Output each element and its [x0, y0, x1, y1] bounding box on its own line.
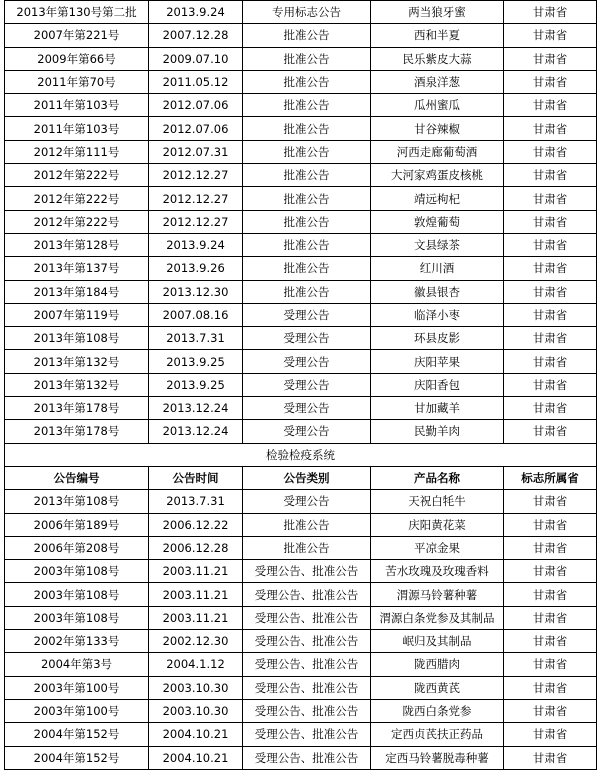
column-header: 标志所属省	[504, 466, 597, 489]
column-header: 公告时间	[149, 466, 243, 489]
province-cell: 甘肃省	[504, 70, 597, 93]
notice-date-cell: 2003.10.30	[149, 699, 243, 722]
notice-type-cell: 受理公告、批准公告	[243, 723, 371, 746]
notice-type-cell: 批准公告	[243, 94, 371, 117]
notice-number-cell: 2006年第189号	[5, 513, 149, 536]
province-cell: 甘肃省	[504, 327, 597, 350]
table-row	[5, 746, 597, 769]
notice-date-cell: 2012.12.27	[149, 164, 243, 187]
section-row	[5, 443, 597, 466]
province-cell: 甘肃省	[504, 723, 597, 746]
province-cell: 甘肃省	[504, 24, 597, 47]
product-name-cell: 徽县银杏	[371, 280, 504, 303]
province-cell: 甘肃省	[504, 94, 597, 117]
province-cell: 甘肃省	[504, 606, 597, 629]
notice-type-cell: 批准公告	[243, 233, 371, 256]
notice-type-cell: 专用标志公告	[243, 1, 371, 24]
table-row	[5, 327, 597, 350]
product-name-cell: 天祝白牦牛	[371, 490, 504, 513]
notice-type-cell: 批准公告	[243, 70, 371, 93]
product-name-cell: 陇西腊肉	[371, 653, 504, 676]
table-body	[5, 1, 597, 770]
column-header: 公告类别	[243, 466, 371, 489]
product-name-cell: 甘加藏羊	[371, 397, 504, 420]
notice-number-cell: 2012年第111号	[5, 140, 149, 163]
table-row	[5, 723, 597, 746]
notice-number-cell: 2013年第137号	[5, 257, 149, 280]
notice-date-cell: 2012.07.06	[149, 117, 243, 140]
province-cell: 甘肃省	[504, 210, 597, 233]
table-row	[5, 187, 597, 210]
notice-type-cell: 受理公告	[243, 373, 371, 396]
notice-number-cell: 2002年第133号	[5, 630, 149, 653]
province-cell: 甘肃省	[504, 397, 597, 420]
province-cell: 甘肃省	[504, 257, 597, 280]
table-row	[5, 210, 597, 233]
notice-number-cell: 2013年第178号	[5, 397, 149, 420]
notice-type-cell: 批准公告	[243, 187, 371, 210]
table-row	[5, 70, 597, 93]
notice-date-cell: 2013.12.30	[149, 280, 243, 303]
notice-date-cell: 2006.12.28	[149, 536, 243, 559]
table-row	[5, 606, 597, 629]
table-row	[5, 1, 597, 24]
notice-number-cell: 2012年第222号	[5, 210, 149, 233]
product-name-cell: 瓜州蜜瓜	[371, 94, 504, 117]
notice-date-cell: 2013.9.25	[149, 350, 243, 373]
product-name-cell: 敦煌葡萄	[371, 210, 504, 233]
table-row	[5, 699, 597, 722]
province-cell: 甘肃省	[504, 746, 597, 769]
notice-number-cell: 2013年第132号	[5, 373, 149, 396]
product-name-cell: 临泽小枣	[371, 303, 504, 326]
province-cell: 甘肃省	[504, 117, 597, 140]
table-row	[5, 560, 597, 583]
table-row	[5, 233, 597, 256]
notice-date-cell: 2012.07.06	[149, 94, 243, 117]
notice-number-cell: 2004年第152号	[5, 723, 149, 746]
header-row	[5, 466, 597, 489]
notice-number-cell: 2003年第108号	[5, 606, 149, 629]
product-name-cell: 定西贞芪扶正药品	[371, 723, 504, 746]
notice-date-cell: 2003.10.30	[149, 676, 243, 699]
province-cell: 甘肃省	[504, 164, 597, 187]
product-name-cell: 渭源白条党参及其制品	[371, 606, 504, 629]
notice-number-cell: 2013年第184号	[5, 280, 149, 303]
product-name-cell: 文县绿茶	[371, 233, 504, 256]
notice-date-cell: 2012.12.27	[149, 187, 243, 210]
notice-number-cell: 2013年第132号	[5, 350, 149, 373]
notice-number-cell: 2006年第208号	[5, 536, 149, 559]
notice-type-cell: 批准公告	[243, 24, 371, 47]
province-cell: 甘肃省	[504, 350, 597, 373]
notice-number-cell: 2003年第100号	[5, 676, 149, 699]
column-header: 公告编号	[5, 466, 149, 489]
notice-date-cell: 2013.7.31	[149, 490, 243, 513]
notice-type-cell: 批准公告	[243, 140, 371, 163]
notice-number-cell: 2009年第66号	[5, 47, 149, 70]
product-name-cell: 庆阳黄花菜	[371, 513, 504, 536]
product-name-cell: 庆阳苹果	[371, 350, 504, 373]
notice-date-cell: 2012.07.31	[149, 140, 243, 163]
notice-number-cell: 2013年第108号	[5, 327, 149, 350]
table-row	[5, 536, 597, 559]
notice-date-cell: 2006.12.22	[149, 513, 243, 536]
table-row	[5, 583, 597, 606]
notice-type-cell: 受理公告	[243, 397, 371, 420]
notice-type-cell: 受理公告、批准公告	[243, 699, 371, 722]
product-name-cell: 红川酒	[371, 257, 504, 280]
notice-number-cell: 2011年第103号	[5, 94, 149, 117]
province-cell: 甘肃省	[504, 140, 597, 163]
table-row	[5, 303, 597, 326]
notice-date-cell: 2013.9.25	[149, 373, 243, 396]
table-row	[5, 350, 597, 373]
notice-date-cell: 2004.10.21	[149, 723, 243, 746]
notice-date-cell: 2012.12.27	[149, 210, 243, 233]
product-name-cell: 庆阳香包	[371, 373, 504, 396]
notice-type-cell: 受理公告、批准公告	[243, 583, 371, 606]
notice-type-cell: 受理公告、批准公告	[243, 676, 371, 699]
notice-type-cell: 受理公告	[243, 327, 371, 350]
notice-number-cell: 2011年第103号	[5, 117, 149, 140]
notice-type-cell: 批准公告	[243, 210, 371, 233]
column-header: 产品名称	[371, 466, 504, 489]
notice-number-cell: 2013年第108号	[5, 490, 149, 513]
province-cell: 甘肃省	[504, 653, 597, 676]
notice-number-cell: 2007年第221号	[5, 24, 149, 47]
province-cell: 甘肃省	[504, 536, 597, 559]
product-name-cell: 酒泉洋葱	[371, 70, 504, 93]
notice-number-cell: 2011年第70号	[5, 70, 149, 93]
notice-number-cell: 2003年第100号	[5, 699, 149, 722]
table-row	[5, 280, 597, 303]
table-row	[5, 24, 597, 47]
table-row	[5, 676, 597, 699]
notice-date-cell: 2007.08.16	[149, 303, 243, 326]
notice-date-cell: 2013.12.24	[149, 420, 243, 443]
notice-number-cell: 2003年第108号	[5, 583, 149, 606]
notice-type-cell: 受理公告、批准公告	[243, 653, 371, 676]
province-cell: 甘肃省	[504, 676, 597, 699]
table-row	[5, 117, 597, 140]
notice-type-cell: 批准公告	[243, 47, 371, 70]
product-name-cell: 大河家鸡蛋皮核桃	[371, 164, 504, 187]
notice-type-cell: 批准公告	[243, 513, 371, 536]
notice-date-cell: 2009.07.10	[149, 47, 243, 70]
notice-number-cell: 2012年第222号	[5, 164, 149, 187]
product-name-cell: 靖远枸杞	[371, 187, 504, 210]
product-name-cell: 民勤羊肉	[371, 420, 504, 443]
product-name-cell: 河西走廊葡萄酒	[371, 140, 504, 163]
product-name-cell: 两当狼牙蜜	[371, 1, 504, 24]
table-row	[5, 94, 597, 117]
province-cell: 甘肃省	[504, 280, 597, 303]
notice-type-cell: 受理公告	[243, 490, 371, 513]
province-cell: 甘肃省	[504, 187, 597, 210]
table-row	[5, 164, 597, 187]
province-cell: 甘肃省	[504, 630, 597, 653]
table-row	[5, 257, 597, 280]
notice-date-cell: 2013.12.24	[149, 397, 243, 420]
notice-date-cell: 2007.12.28	[149, 24, 243, 47]
province-cell: 甘肃省	[504, 303, 597, 326]
table-row	[5, 47, 597, 70]
notice-date-cell: 2004.1.12	[149, 653, 243, 676]
product-name-cell: 环县皮影	[371, 327, 504, 350]
table-row	[5, 397, 597, 420]
notice-number-cell: 2012年第222号	[5, 187, 149, 210]
notice-type-cell: 受理公告	[243, 350, 371, 373]
notice-type-cell: 受理公告、批准公告	[243, 746, 371, 769]
province-cell: 甘肃省	[504, 513, 597, 536]
notice-type-cell: 受理公告、批准公告	[243, 630, 371, 653]
product-name-cell: 陇西白条党参	[371, 699, 504, 722]
table-row	[5, 630, 597, 653]
province-cell: 甘肃省	[504, 420, 597, 443]
notice-date-cell: 2003.11.21	[149, 606, 243, 629]
section-title: 检验检疫系统	[5, 443, 597, 466]
notice-date-cell: 2003.11.21	[149, 583, 243, 606]
notice-number-cell: 2007年第119号	[5, 303, 149, 326]
notice-date-cell: 2011.05.12	[149, 70, 243, 93]
product-name-cell: 岷归及其制品	[371, 630, 504, 653]
notice-type-cell: 批准公告	[243, 117, 371, 140]
product-name-cell: 定西马铃薯脱毒种薯	[371, 746, 504, 769]
notice-date-cell: 2013.9.26	[149, 257, 243, 280]
province-cell: 甘肃省	[504, 1, 597, 24]
notice-date-cell: 2013.9.24	[149, 233, 243, 256]
notice-date-cell: 2003.11.21	[149, 560, 243, 583]
notice-type-cell: 批准公告	[243, 164, 371, 187]
product-name-cell: 西和半夏	[371, 24, 504, 47]
notice-type-cell: 受理公告、批准公告	[243, 560, 371, 583]
province-cell: 甘肃省	[504, 699, 597, 722]
table-row	[5, 373, 597, 396]
product-name-cell: 平凉金果	[371, 536, 504, 559]
province-cell: 甘肃省	[504, 233, 597, 256]
notice-type-cell: 批准公告	[243, 257, 371, 280]
notice-date-cell: 2002.12.30	[149, 630, 243, 653]
product-name-cell: 民乐紫皮大蒜	[371, 47, 504, 70]
notice-type-cell: 受理公告	[243, 420, 371, 443]
product-name-cell: 渭源马铃薯种薯	[371, 583, 504, 606]
notice-number-cell: 2003年第108号	[5, 560, 149, 583]
table-row	[5, 513, 597, 536]
province-cell: 甘肃省	[504, 373, 597, 396]
notice-number-cell: 2004年第3号	[5, 653, 149, 676]
province-cell: 甘肃省	[504, 560, 597, 583]
notice-type-cell: 受理公告	[243, 303, 371, 326]
product-name-cell: 甘谷辣椒	[371, 117, 504, 140]
table-row	[5, 490, 597, 513]
notice-number-cell: 2013年第178号	[5, 420, 149, 443]
table-row	[5, 140, 597, 163]
notice-date-cell: 2013.9.24	[149, 1, 243, 24]
notice-date-cell: 2004.10.21	[149, 746, 243, 769]
notice-type-cell: 批准公告	[243, 536, 371, 559]
notice-number-cell: 2004年第152号	[5, 746, 149, 769]
announcement-table	[4, 0, 597, 770]
table-row	[5, 420, 597, 443]
table-row	[5, 653, 597, 676]
notice-number-cell: 2013年第130号第二批	[5, 1, 149, 24]
product-name-cell: 苦水玫瑰及玫瑰香料	[371, 560, 504, 583]
notice-type-cell: 批准公告	[243, 280, 371, 303]
notice-number-cell: 2013年第128号	[5, 233, 149, 256]
product-name-cell: 陇西黄芪	[371, 676, 504, 699]
province-cell: 甘肃省	[504, 47, 597, 70]
province-cell: 甘肃省	[504, 583, 597, 606]
notice-date-cell: 2013.7.31	[149, 327, 243, 350]
province-cell: 甘肃省	[504, 490, 597, 513]
notice-type-cell: 受理公告、批准公告	[243, 606, 371, 629]
